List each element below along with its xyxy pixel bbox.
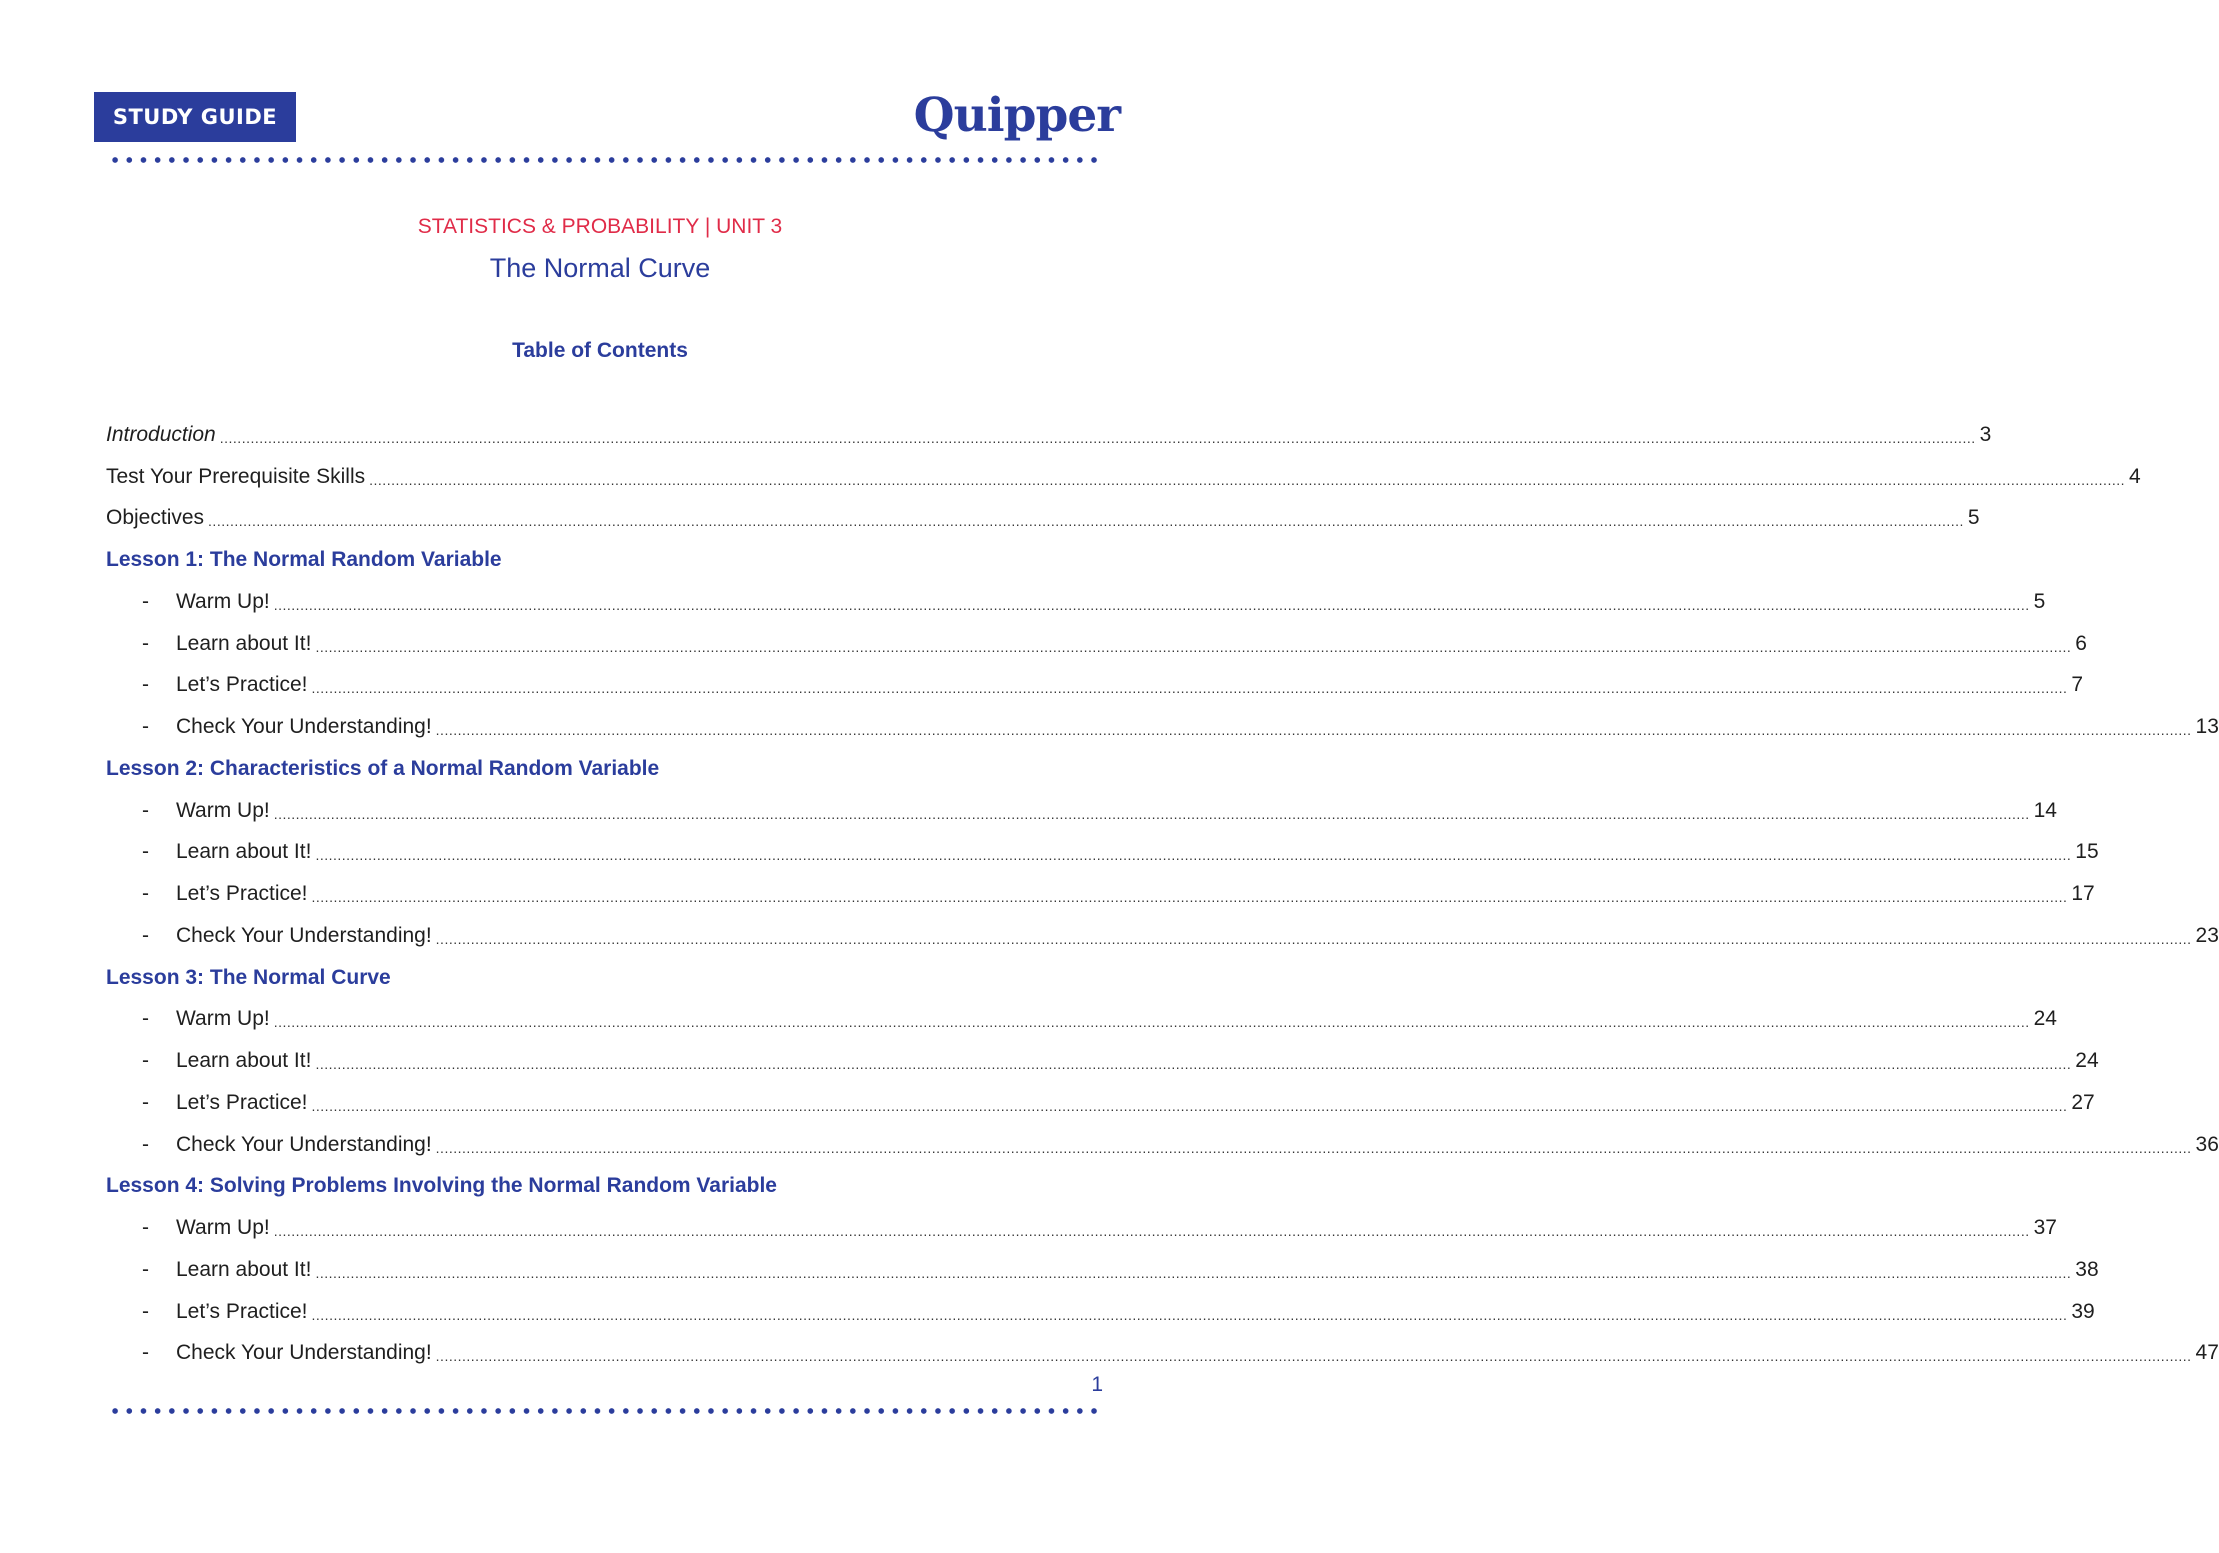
- dot-leader: ................................................................................................................................................................................................................................................................................................................................................................................................................: [311, 1306, 2068, 1323]
- dash-bullet: -: [142, 1299, 149, 1323]
- dash-bullet: -: [142, 1007, 149, 1031]
- dot-leader: ................................................................................................................................................................................................................................................................................................................................................................................................................: [273, 1014, 2030, 1031]
- toc-lesson-2-heading[interactable]: [106, 748, 1096, 790]
- dash-bullet: -: [142, 589, 149, 613]
- dash-bullet: -: [142, 631, 149, 655]
- toc-entry-page: 36: [2195, 1132, 2219, 1156]
- dash-bullet: -: [142, 1090, 149, 1114]
- toc-entry-label: Check Your Understanding!: [176, 923, 432, 947]
- toc-subentry[interactable]: [106, 581, 2046, 623]
- toc-entry-label: Let’s Practice!: [176, 673, 308, 697]
- toc-entry-prerequisite-skills[interactable]: [106, 456, 2141, 498]
- toc-entry-label: Let’s Practice!: [176, 882, 308, 906]
- toc-subentry[interactable]: [106, 832, 2099, 874]
- bottom-dotted-divider: [108, 1408, 1104, 1414]
- toc-entry-label: Introduction: [106, 422, 216, 446]
- dash-bullet: -: [142, 882, 149, 906]
- dot-leader: ................................................................................................................................................................................................................................................................................................................................................................................................................: [435, 930, 2192, 947]
- toc-entry-page: 24: [2075, 1049, 2099, 1073]
- toc-subentry[interactable]: [106, 1040, 2099, 1082]
- toc-subentry[interactable]: [106, 999, 2057, 1041]
- toc-entry-label: Learn about It!: [176, 1049, 312, 1073]
- dash-bullet: -: [142, 715, 149, 739]
- quipper-logo: Quipper: [913, 88, 1120, 143]
- dash-bullet: -: [142, 798, 149, 822]
- dash-bullet: -: [142, 1257, 149, 1281]
- toc-entry-label: Warm Up!: [176, 589, 270, 613]
- toc-entry-label: Warm Up!: [176, 1216, 270, 1240]
- dot-leader: ................................................................................................................................................................................................................................................................................................................................................................................................................: [311, 1097, 2068, 1114]
- dot-leader: ................................................................................................................................................................................................................................................................................................................................................................................................................: [315, 1264, 2072, 1281]
- toc-entry-label: Warm Up!: [176, 798, 270, 822]
- toc-entry-label: Learn about It!: [176, 631, 312, 655]
- toc-entry-label: Learn about It!: [176, 1257, 312, 1281]
- toc-lesson-1-heading[interactable]: [106, 539, 1096, 581]
- toc-entry-page: 13: [2195, 715, 2219, 739]
- page-number: 1: [1091, 1373, 1103, 1396]
- toc-subentry[interactable]: [106, 1291, 2095, 1333]
- toc-heading: Table of Contents: [512, 339, 688, 362]
- dash-bullet: -: [142, 1341, 149, 1365]
- toc-subentry[interactable]: [106, 1249, 2099, 1291]
- dot-leader: ................................................................................................................................................................................................................................................................................................................................................................................................................: [315, 1056, 2072, 1073]
- dot-leader: ................................................................................................................................................................................................................................................................................................................................................................................................................: [315, 638, 2072, 655]
- toc-entry-page: 6: [2075, 631, 2087, 655]
- toc-entry-page: 3: [1979, 422, 1992, 446]
- dot-leader: ................................................................................................................................................................................................................................................................................................................................................................................................................: [435, 1348, 2192, 1365]
- toc-entry-page: 47: [2195, 1341, 2219, 1365]
- toc-entry-label: Objectives: [106, 506, 205, 530]
- toc-entry-page: 38: [2075, 1257, 2099, 1281]
- toc-lesson-label: Lesson 3: The Normal Curve: [106, 965, 391, 989]
- toc-entry-objectives[interactable]: [106, 498, 1980, 540]
- dot-leader: ................................................................................................................................................................................................................................................................................................................................................................................................................: [273, 596, 2030, 613]
- toc-entry-label: Warm Up!: [176, 1007, 270, 1031]
- dot-leader: ................................................................................................................................................................................................................................................................................................................................................................................................................: [208, 513, 1964, 530]
- toc-entry-page: 27: [2071, 1090, 2095, 1114]
- toc-entry-page: 37: [2033, 1216, 2057, 1240]
- toc-entry-label: Check Your Understanding!: [176, 1341, 432, 1365]
- study-guide-badge: STUDY GUIDE: [94, 92, 296, 142]
- subject-unit-label: STATISTICS & PROBABILITY | UNIT 3: [417, 215, 783, 238]
- dot-leader: ................................................................................................................................................................................................................................................................................................................................................................................................................: [369, 471, 2125, 488]
- toc-subentry[interactable]: [106, 1333, 2219, 1375]
- toc-entry-page: 5: [2033, 589, 2046, 613]
- toc-entry-page: 39: [2071, 1299, 2095, 1323]
- toc-lesson-label: Lesson 1: The Normal Random Variable: [106, 548, 502, 572]
- toc-entry-page: 17: [2071, 882, 2095, 906]
- toc-entry-page: 14: [2033, 798, 2057, 822]
- toc-entry-label: Let’s Practice!: [176, 1090, 308, 1114]
- toc-entry-introduction[interactable]: [106, 414, 1992, 456]
- toc-lesson-4-heading[interactable]: [106, 1166, 1096, 1208]
- toc-subentry[interactable]: [106, 873, 2095, 915]
- toc-subentry[interactable]: [106, 623, 2087, 665]
- toc-entry-label: Test Your Prerequisite Skills: [106, 464, 366, 488]
- dash-bullet: -: [142, 923, 149, 947]
- table-of-contents: [106, 414, 2219, 1374]
- toc-subentry[interactable]: [106, 790, 2057, 832]
- top-dotted-divider: [108, 157, 1104, 163]
- toc-entry-page: 4: [2129, 464, 2141, 488]
- dot-leader: ................................................................................................................................................................................................................................................................................................................................................................................................................: [273, 805, 2030, 822]
- toc-subentry[interactable]: [106, 1207, 2057, 1249]
- toc-entry-page: 7: [2071, 673, 2084, 697]
- toc-entry-label: Check Your Understanding!: [176, 715, 432, 739]
- toc-entry-page: 5: [1967, 506, 1980, 530]
- toc-lesson-label: Lesson 4: Solving Problems Involving the Normal Random Variable: [106, 1174, 777, 1198]
- toc-entry-page: 15: [2075, 840, 2099, 864]
- dot-leader: ................................................................................................................................................................................................................................................................................................................................................................................................................: [311, 680, 2068, 697]
- toc-subentry[interactable]: [106, 665, 2084, 707]
- toc-subentry[interactable]: [106, 1124, 2219, 1166]
- toc-entry-label: Learn about It!: [176, 840, 312, 864]
- document-title: The Normal Curve: [489, 253, 711, 283]
- dot-leader: ................................................................................................................................................................................................................................................................................................................................................................................................................: [219, 429, 1976, 446]
- toc-entry-label: Check Your Understanding!: [176, 1132, 432, 1156]
- toc-lesson-label: Lesson 2: Characteristics of a Normal Random Variable: [106, 756, 660, 780]
- toc-entry-label: Let’s Practice!: [176, 1299, 308, 1323]
- dash-bullet: -: [142, 1216, 149, 1240]
- toc-subentry[interactable]: [106, 706, 2219, 748]
- dot-leader: ................................................................................................................................................................................................................................................................................................................................................................................................................: [315, 847, 2072, 864]
- dot-leader: ................................................................................................................................................................................................................................................................................................................................................................................................................: [273, 1223, 2030, 1240]
- toc-subentry[interactable]: [106, 1082, 2095, 1124]
- dash-bullet: -: [142, 673, 149, 697]
- dot-leader: ................................................................................................................................................................................................................................................................................................................................................................................................................: [435, 722, 2192, 739]
- dash-bullet: -: [142, 1049, 149, 1073]
- dash-bullet: -: [142, 1132, 149, 1156]
- toc-entry-page: 23: [2195, 923, 2219, 947]
- dot-leader: ................................................................................................................................................................................................................................................................................................................................................................................................................: [435, 1139, 2192, 1156]
- toc-lesson-3-heading[interactable]: [106, 957, 1096, 999]
- toc-entry-page: 24: [2033, 1007, 2057, 1031]
- dash-bullet: -: [142, 840, 149, 864]
- toc-subentry[interactable]: [106, 915, 2219, 957]
- dot-leader: ................................................................................................................................................................................................................................................................................................................................................................................................................: [311, 889, 2068, 906]
